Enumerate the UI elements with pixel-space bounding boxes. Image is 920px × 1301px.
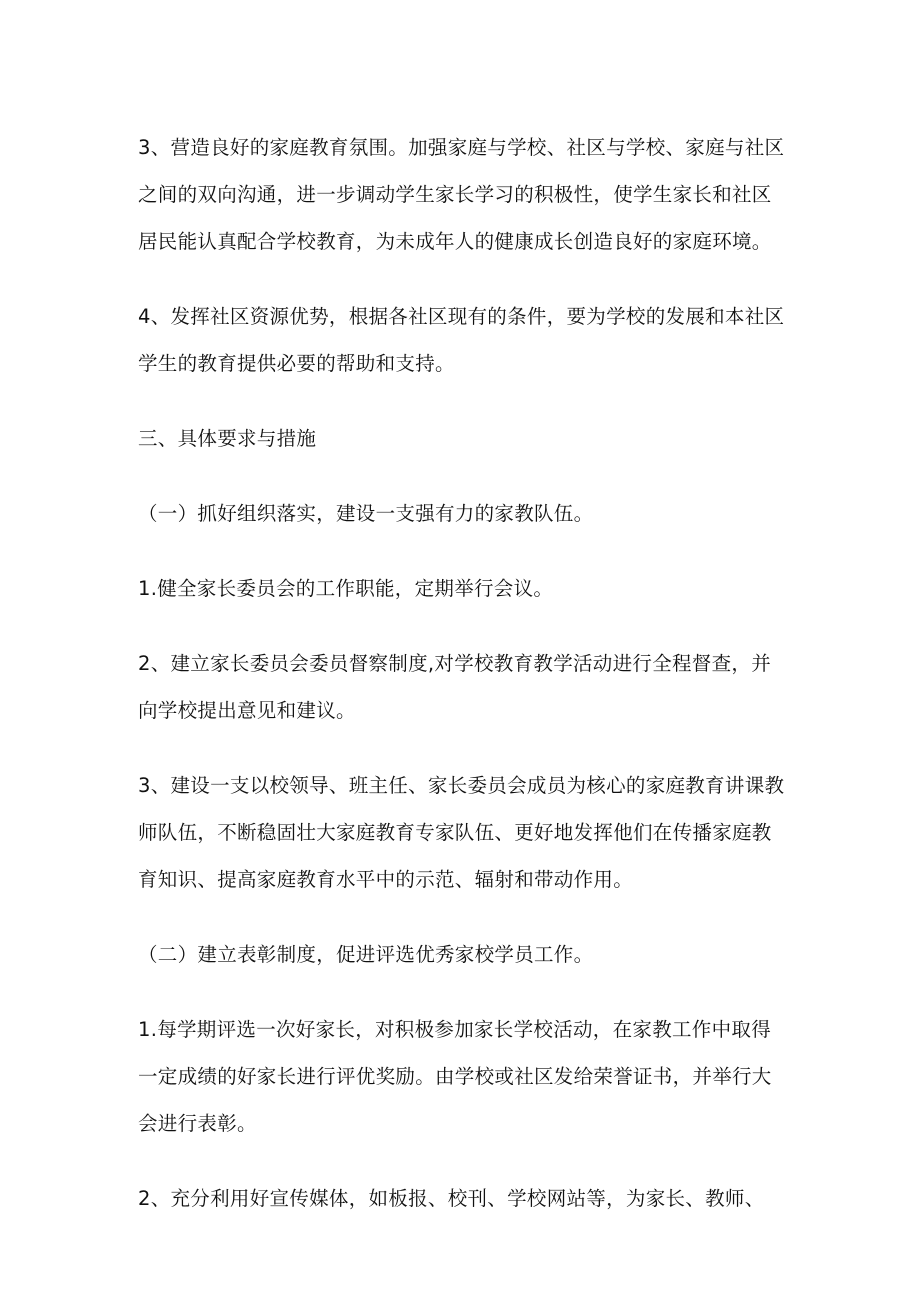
paragraph-item-1-good-parents: 1.每学期评选一次好家长，对积极参加家长学校活动，在家教工作中取得一定成绩的好家长进行评优奖励。由学校或社区发给荣誉证书，并举行大会进行表彰。 [138,1018,772,1135]
paragraph-item-3-family-atmosphere: 3、营造良好的家庭教育氛围。加强家庭与学校、社区与学校、家庭与社区之间的双向沟通，进一步调动学生家长学习的积极性，使学生家长和社区居民能认真配合学校教育，为未成年人的健康成长创造良好的家庭环境。 [138,136,785,253]
subheading-commendation: （二）建立表彰制度，促进评选优秀家校学员工作。 [138,943,594,966]
paragraph-item-4-community-resources: 4、发挥社区资源优势，根据各社区现有的条件，要为学校的发展和本社区学生的教育提供必要的帮助和支持。 [138,305,785,375]
section-heading-requirements-measures: 三、具体要求与措施 [138,427,317,450]
paragraph-item-2-media: 2、充分利用好宣传媒体，如板报、校刊、学校网站等，为家长、教师、 [138,1187,765,1210]
document-body [138,124,788,1222]
paragraph-item-1-parent-committee: 1.健全家长委员会的工作职能，定期举行会议。 [138,577,554,600]
subheading-organization: （一）抓好组织落实，建设一支强有力的家教队伍。 [138,502,594,525]
paragraph-item-3-teacher-team: 3、建设一支以校领导、班主任、家长委员会成员为核心的家庭教育讲课教师队伍，不断稳固壮大家庭教育专家队伍、更好地发挥他们在传播家庭教育知识、提高家庭教育水平中的示范、辐射和带动作用。 [138,774,785,891]
paragraph-item-2-supervision: 2、建立家长委员会委员督察制度,对学校教育教学活动进行全程督查，并向学校提出意见和建议。 [138,652,772,722]
